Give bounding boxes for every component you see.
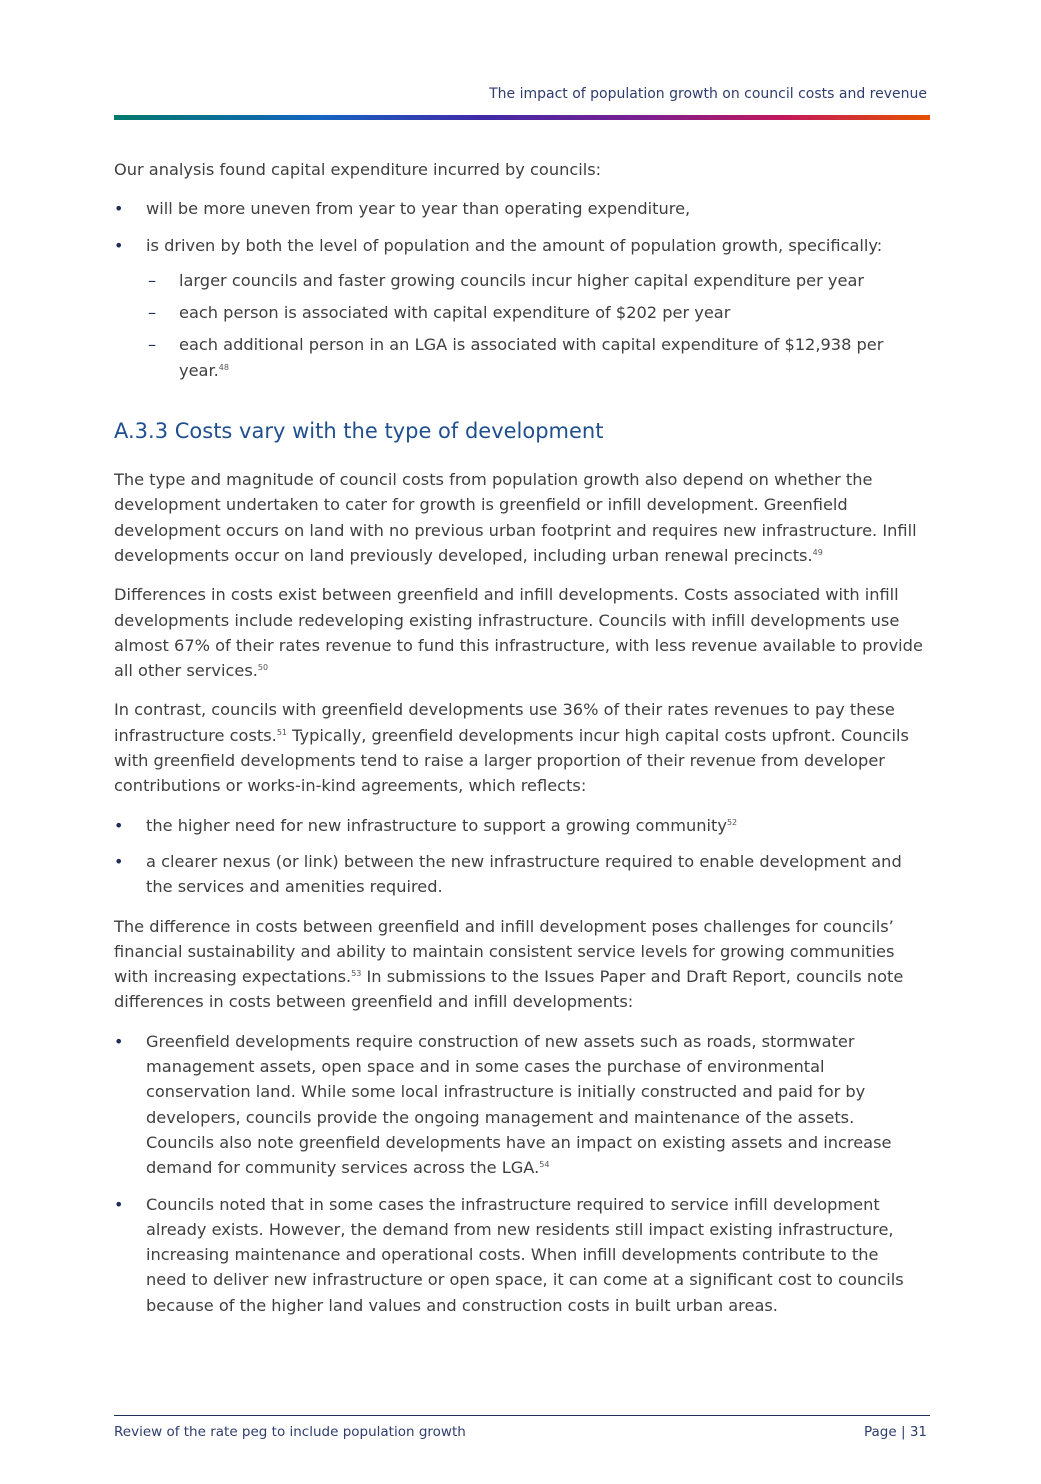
footnote-ref[interactable]: 49	[812, 547, 823, 557]
footnote-ref[interactable]: 54	[539, 1160, 550, 1170]
sub-list-item: – larger councils and faster growing councils incur higher capital expenditure per year	[146, 268, 924, 293]
list-item: • the higher need for new infrastructure to support a growing community$^{52}$	[114, 813, 924, 838]
list-item: • Councils noted that in some cases the infrastructure required to service infill development already exists. However, the demand from new residents still impact existing infrastructure, increasing maintenance and operational costs. When infill developments contribute to the need to deliver new infrastructure or open space, it can come at a significant cost to councils because of the higher land values and construction costs in built urban areas.	[114, 1192, 924, 1318]
list-item: • Greenfield developments require construction of new assets such as roads, stormwater management assets, open space and in some cases the purchase of environmental conservation land. While some local infrastructure is initially constructed and paid for by developers, councils provide the ongoing management and maintenance of the assets. Councils also note greenfield developments have an impact on existing assets and increase demand for community services across the LGA.$^{54}$	[114, 1029, 924, 1181]
footer-document-title: Review of the rate peg to include population growth	[114, 1424, 466, 1440]
capex-sub-list	[146, 268, 924, 383]
paragraph: The type and magnitude of council costs from population growth also depend on whether the development undertaken to cater for growth is greenfield or infill development. Greenfield development occurs on land with no previous urban footprint and requires new infrastructure. Infill developments occur on land previously developed, including urban renewal precincts.$^{49}$	[114, 470, 917, 565]
submissions-list	[114, 1029, 924, 1318]
footnote-ref[interactable]: 51	[276, 727, 287, 737]
paragraph: In contrast, councils with greenfield developments use 36% of their rates revenues to pay these infrastructure costs.$^{51}$ Typically, greenfield developments incur high capital costs upfront. Councils with greenfield developments tend to raise a larger proportion of their revenue from developer contributions or works-in-kind agreements, which reflects:	[114, 700, 909, 796]
list-item: • will be more uneven from year to year than operating expenditure,	[114, 196, 924, 221]
paragraph: Differences in costs exist between greenfield and infill developments. Costs associated with infill developments include redeveloping existing infrastructure. Councils with infill developments use almost 67% of their rates revenue to fund this infrastructure, with less revenue available to provide all other services.$^{50}$	[114, 585, 923, 681]
page-number: Page | 31	[864, 1424, 927, 1440]
footnote-ref[interactable]: 52	[726, 817, 738, 827]
sub-list-item: – each additional person in an LGA is associated with capital expenditure of $12,938 per year.$^{48}$	[146, 332, 924, 383]
page-content	[114, 157, 924, 1332]
footnote-ref[interactable]: 48	[218, 362, 229, 372]
footnote-ref[interactable]: 53	[351, 969, 362, 979]
greenfield-reasons-list	[114, 813, 924, 900]
header-gradient-rule	[114, 115, 930, 120]
capex-bullet-list	[114, 196, 924, 383]
list-item: • a clearer nexus (or link) between the new infrastructure required to enable development and the services and amenities required.	[114, 849, 924, 900]
footnote-ref[interactable]: 50	[257, 663, 269, 673]
section-heading: A.3.3 Costs vary with the type of development	[114, 419, 604, 444]
list-item: • is driven by both the level of population and the amount of population growth, specifically: – larger councils and faster growing councils incur higher capital expenditure per year – each person is associated with capital expenditure of $202 per year – each additional person in an LGA is associated with capital expenditure of $12,938 per year.$^{48}$	[114, 233, 924, 383]
intro-paragraph: Our analysis found capital expenditure incurred by councils:	[114, 160, 602, 179]
running-header: The impact of population growth on council costs and revenue	[489, 86, 927, 102]
footer-rule	[114, 1415, 930, 1416]
paragraph: The difference in costs between greenfield and infill development poses challenges for councils’ financial sustainability and ability to maintain consistent service levels for growing communities with increasing expectations.$^{53}$ In submissions to the Issues Paper and Draft Report, councils note differences in costs between greenfield and infill developments:	[114, 916, 904, 1012]
sub-list-item: – each person is associated with capital expenditure of $202 per year	[146, 300, 924, 325]
